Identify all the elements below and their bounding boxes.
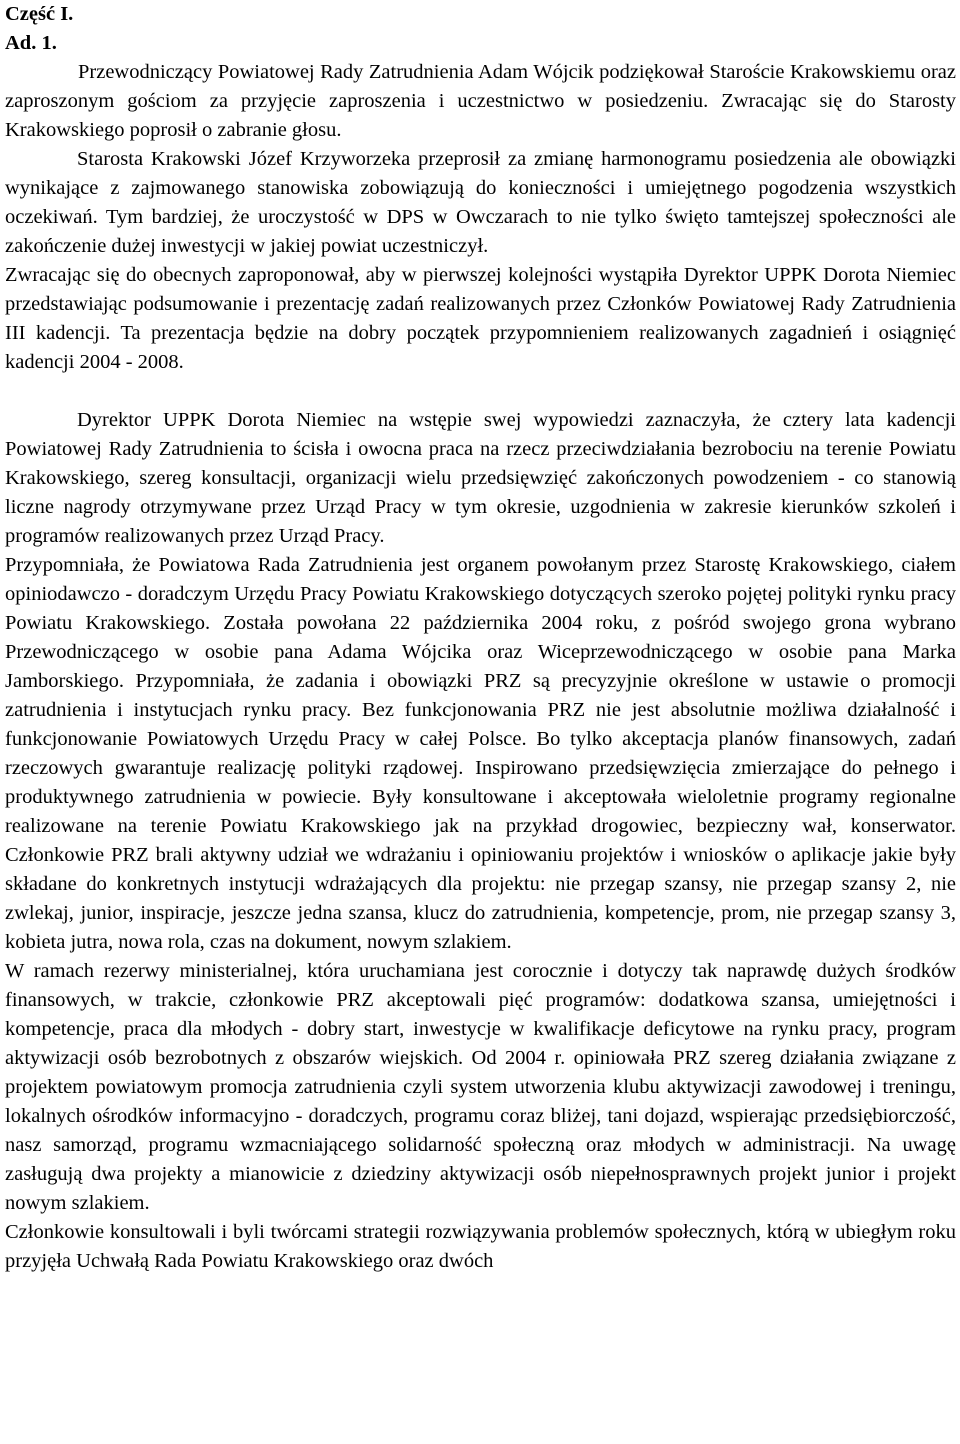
part-title: Część I. (5, 3, 74, 25)
document-body (5, 58, 956, 1276)
paragraph-director-summary: Dyrektor UPPK Dorota Niemiec na wstępie swej wypowiedzi zaznaczyła, że cztery lata kadencji Powiatowej Rady Zatrudnienia to ścisła i owocna praca na rzecz przeciwdziałania bezrobociu na terenie Powiatu Krakowskiego, szereg konsultacji, organizacji wielu przedsięwzięć zakończonych powodzeniem - co stanowią liczne nagrody otrzymywane przez Urząd Pracy w tym okresie, uzgodnienia w zakresie kierunków szkoleń i programów realizowanych przez Urząd Pracy. (5, 409, 956, 547)
paragraph-spacer (5, 377, 956, 406)
paragraph-strategy-consultation: Członkowie konsultowali i byli twórcami strategii rozwiązywania problemów społecznych, którą w ubiegłym roku przyjęła Uchwałą Rada Powiatu Krakowskiego oraz dwóch (5, 1221, 956, 1272)
section-title: Ad. 1. (5, 32, 57, 54)
paragraph-ministerial-reserve: W ramach rezerwy ministerialnej, która uruchamiana jest corocznie i dotyczy tak naprawdę dużych środków finansowych, w trakcie, członkowie PRZ akceptowali pięć programów: dodatkowa szansa, umiejętności i kompetencje, praca dla młodych - dobry start, inwestycje w kwalifikacje deficytowe na rynku pracy, program aktywizacji osób bezrobotnych z obszarów wiejskich. Od 2004 r. opiniowała PRZ szereg działania związane z projektem powiatowym promocja zatrudnienia czyli system utworzenia klubu aktywizacji zawodowej i treningu, lokalnych ośrodków informacyjno - doradczych, programu coraz bliżej, tani dojazd, wspierając przedsiębiorczość, nasz samorząd, programu wzmacniającego solidarność społeczną oraz młodych w administracji. Na uwagę zasługują dwa projekty a mianowicie z dziedziny aktywizacji osób niepełnosprawnych projekt junior i projekt nowym szlakiem. (5, 960, 956, 1214)
paragraph-chairman-thanks: Przewodniczący Powiatowej Rady Zatrudnienia Adam Wójcik podziękował Staroście Krakowskiemu oraz zaproszonym gościom za przyjęcie zaproszenia i uczestnictwo w posiedzeniu. Zwracając się do Starosty Krakowskiego poprosił o zabranie głosu. (5, 61, 956, 141)
paragraph-prz-overview: Przypomniała, że Powiatowa Rada Zatrudnienia jest organem powołanym przez Starostę Krakowskiego, ciałem opiniodawczo - doradczym Urzędu Pracy Powiatu Krakowskiego dotyczących szeroko pojętej polityki rynku pracy Powiatu Krakowskiego. Została powołana 22 października 2004 roku, z pośród swojego grona wybrano Przewodniczącego w osobie pana Adama Wójcika oraz Wiceprzewodniczącego w osobie pana Marka Jamborskiego. Przypomniała, że zadania i obowiązki PRZ są precyzyjnie określone w ustawie o promocji zatrudnienia i instytucjach rynku pracy. Bez funkcjonowania PRZ nie jest absolutnie możliwa działalność i funkcjonowanie Powiatowych Urzędu Pracy w całej Polsce. Bo tylko akceptacja planów finansowych, zadań rzeczowych gwarantuje realizację polityki rządowej. Inspirowano przedsięwzięcia zmierzające do pełnego i produktywnego zatrudnienia w powiecie. Były konsultowane i akceptowała wieloletnie programy regionalne realizowane na terenie Powiatu Krakowskiego jak na przykład drogowiec, bezpieczny wał, konserwator. Członkowie PRZ brali aktywny udział we wdrażaniu i opiniowaniu projektów i wniosków o aplikacje jakie były składane do konkretnych instytucji wdrażających dla projektu: nie przegap szansy, nie przegap szansy 2, nie zwlekaj, junior, inspiracje, jeszcze jedna szansa, klucz do zatrudnienia, kompetencje, prom, nie przegap szansy 3, kobieta jutra, nowa rola, czas na dokument, nowym szlakiem. (5, 554, 956, 953)
paragraph-presentation-proposal: Zwracając się do obecnych zaproponował, aby w pierwszej kolejności wystąpiła Dyrektor UPPK Dorota Niemiec przedstawiając podsumowanie i prezentację zadań realizowanych przez Członków Powiatowej Rady Zatrudnienia III kadencji. Ta prezentacja będzie na dobry początek przypomnieniem realizowanych zagadnień i osiągnięć kadencji 2004 - 2008. (5, 264, 956, 373)
paragraph-starosta-apology: Starosta Krakowski Józef Krzyworzeka przeprosił za zmianę harmonogramu posiedzenia ale obowiązki wynikające z zajmowanego stanowiska zobowiązują do konieczności i umiejętnego pogodzenia wszystkich oczekiwań. Tym bardziej, że uroczystość w DPS w Owczarach to nie tylko święto tamtejszej społeczności ale zakończenie dużej inwestycji w jakiej powiat uczestniczył. (5, 148, 956, 257)
